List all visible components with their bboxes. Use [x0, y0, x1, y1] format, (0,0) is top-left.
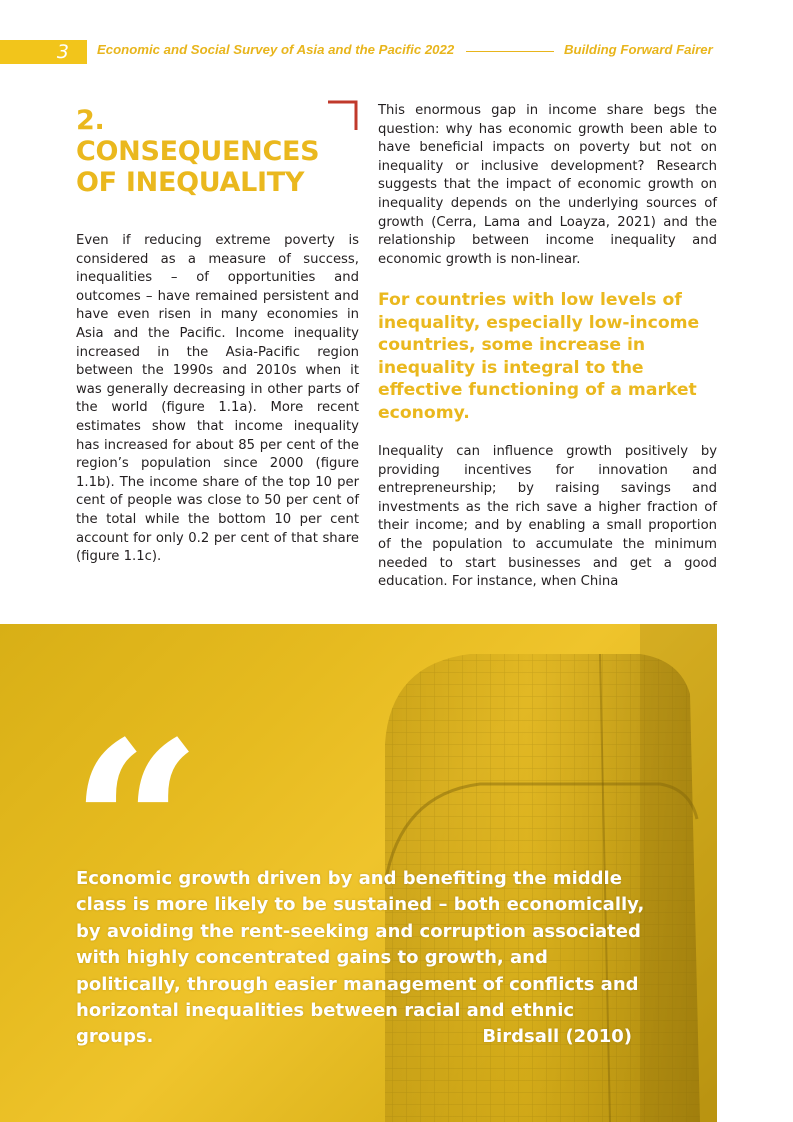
page-number: 3	[0, 40, 87, 64]
corner-bracket-icon	[328, 100, 358, 130]
header-divider	[466, 51, 554, 52]
section-number: 2.	[76, 105, 105, 136]
quote-panel	[0, 624, 717, 1122]
publication-subtitle: Building Forward Fairer	[564, 42, 713, 57]
right-body-paragraph-2: Inequality can influence growth positively by providing incentives for innovation and entrepreneurship; by raising savings and investments as the rich save a higher fraction of their income; and by enabling a small proportion of the population to accumulate the minimum needed to start businesses and get a good education. For instance, when China	[378, 444, 717, 590]
right-body-paragraph-1: This enormous gap in income share begs the question: why has economic growth been able to have beneficial impacts on poverty but not on inequality or inclusive development? Research suggests that the impact of economic growth on inequality depends on the underlying sources of growth (Cerra, Lama and Loayza, 2021) and the relationship between income inequality and economic growth is non-linear.	[378, 103, 717, 267]
left-body-paragraph: Even if reducing extreme poverty is considered as a measure of success, inequalities – of opportunities and outcomes – have remained persistent and have even risen in many economies in Asia and the Pacific. Income inequality increased in the Asia-Pacific region between the 1990s and 2010s when it was generally decreasing in other parts of the world (figure 1.1a). More recent estimates show that income inequality has increased for about 85 per cent of the region’s population since 2000 (figure 1.1b). The income share of the top 10 per cent of people was close to 50 per cent of the total while the bottom 10 per cent account for only 0.2 per cent of that share (figure 1.1c).	[76, 233, 359, 565]
quote-attribution: Birdsall (2010)	[482, 1026, 632, 1047]
featured-quote: Economic growth driven by and benefiting the middle class is more likely to be sustained – both economically, by avoiding the rent-seeking and corruption associated with highly concentrated gains to growth, and politically, through easier management of conflicts and horizontal inequalities between racial and ethnic groups.	[76, 868, 645, 1048]
page-header	[0, 0, 793, 64]
quotation-mark-icon: “	[70, 692, 203, 962]
section-heading	[76, 105, 326, 198]
section-title-line-2: OF INEQUALITY	[76, 167, 305, 198]
pull-quote: For countries with low levels of inequality, especially low-income countries, some increase in inequality is integral to the effective functioning of a market economy.	[378, 290, 700, 423]
publication-title: Economic and Social Survey of Asia and the Pacific 2022	[97, 42, 455, 57]
section-title-line-1: CONSEQUENCES	[76, 136, 320, 167]
